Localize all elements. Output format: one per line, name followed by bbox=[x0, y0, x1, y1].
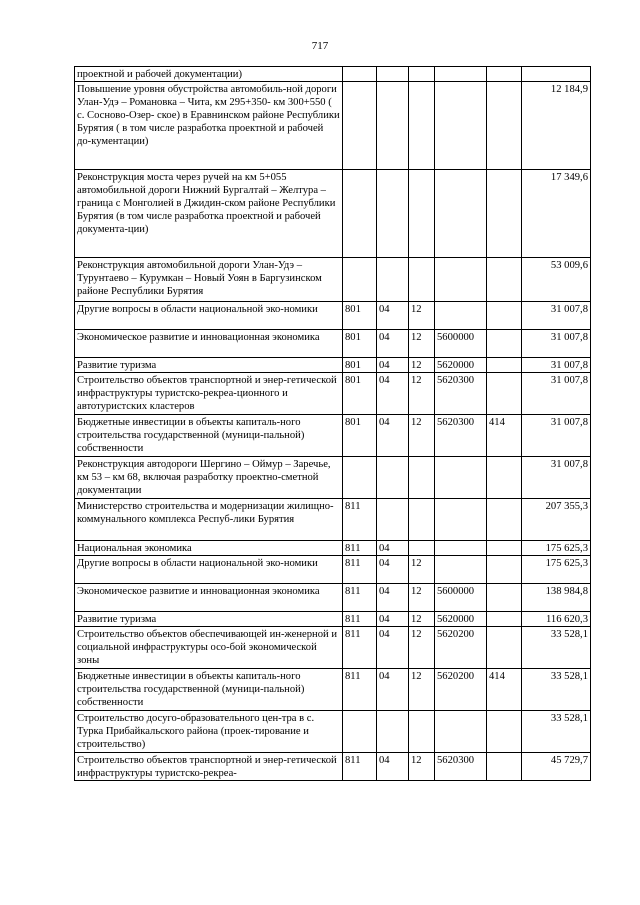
row-subsection-code bbox=[409, 541, 435, 556]
row-subsection-code: 12 bbox=[409, 373, 435, 415]
row-name: Повышение уровня обустройства автомобиль-ной дороги Улан-Удэ – Романовка – Чита, км 295+350- км 300+550 ( с. Сосново-Озер- ское) в Еравнинском районе Республики Бурятия ( в том числе разработка проектной и рабочей до-кументации) bbox=[75, 82, 343, 170]
row-section-code bbox=[377, 258, 409, 302]
row-target-code: 5620300 bbox=[435, 415, 487, 457]
row-ministry-code: 811 bbox=[343, 627, 377, 669]
row-expense-type-code: 414 bbox=[487, 669, 522, 711]
row-sum: 45 729,7 bbox=[522, 753, 591, 781]
table-row bbox=[75, 499, 591, 541]
row-ministry-code: 811 bbox=[343, 556, 377, 584]
row-name: Бюджетные инвестиции в объекты капиталь-ного строительства государственной (муници-пальной) собственности bbox=[75, 669, 343, 711]
row-ministry-code bbox=[343, 457, 377, 499]
row-name: Развитие туризма bbox=[75, 358, 343, 373]
row-expense-type-code bbox=[487, 556, 522, 584]
row-expense-type-code bbox=[487, 330, 522, 358]
row-name: Строительство объектов обеспечивающей ин-женерной и социальной инфраструктуры осо-бой экономической зоны bbox=[75, 627, 343, 669]
table-row bbox=[75, 627, 591, 669]
row-name: Экономическое развитие и инновационная экономика bbox=[75, 584, 343, 612]
row-name: Строительство досуго-образовательного цен-тра в с. Турка Прибайкальского района (проек-тирование и строительство) bbox=[75, 711, 343, 753]
row-sum: 31 007,8 bbox=[522, 330, 591, 358]
row-subsection-code: 12 bbox=[409, 330, 435, 358]
row-section-code: 04 bbox=[377, 302, 409, 330]
row-subsection-code: 12 bbox=[409, 302, 435, 330]
row-ministry-code bbox=[343, 711, 377, 753]
table-row bbox=[75, 170, 591, 258]
table-row bbox=[75, 373, 591, 415]
row-ministry-code: 811 bbox=[343, 669, 377, 711]
row-subsection-code: 12 bbox=[409, 584, 435, 612]
row-section-code bbox=[377, 499, 409, 541]
row-section-code: 04 bbox=[377, 753, 409, 781]
row-ministry-code bbox=[343, 82, 377, 170]
row-section-code bbox=[377, 457, 409, 499]
row-expense-type-code bbox=[487, 170, 522, 258]
row-expense-type-code bbox=[487, 711, 522, 753]
row-sum: 53 009,6 bbox=[522, 258, 591, 302]
row-sum: 33 528,1 bbox=[522, 627, 591, 669]
row-target-code bbox=[435, 302, 487, 330]
row-expense-type-code bbox=[487, 302, 522, 330]
row-ministry-code bbox=[343, 67, 377, 82]
row-expense-type-code bbox=[487, 753, 522, 781]
row-name: Бюджетные инвестиции в объекты капиталь-ного строительства государственной (муници-пальной) собственности bbox=[75, 415, 343, 457]
table-row bbox=[75, 556, 591, 584]
row-subsection-code bbox=[409, 457, 435, 499]
row-target-code bbox=[435, 499, 487, 541]
row-name: Другие вопросы в области национальной эко-номики bbox=[75, 302, 343, 330]
row-name: Развитие туризма bbox=[75, 612, 343, 627]
row-ministry-code: 811 bbox=[343, 612, 377, 627]
row-name: Строительство объектов транспортной и энер-гетической инфраструктуры туристско-рекреа-ционного и автотуристских кластеров bbox=[75, 373, 343, 415]
row-target-code: 5600000 bbox=[435, 584, 487, 612]
row-sum: 116 620,3 bbox=[522, 612, 591, 627]
row-name: проектной и рабочей документации) bbox=[75, 67, 343, 82]
row-section-code bbox=[377, 82, 409, 170]
row-subsection-code bbox=[409, 711, 435, 753]
table-row bbox=[75, 415, 591, 457]
row-section-code bbox=[377, 67, 409, 82]
row-expense-type-code bbox=[487, 67, 522, 82]
row-subsection-code: 12 bbox=[409, 415, 435, 457]
row-subsection-code: 12 bbox=[409, 358, 435, 373]
table-row bbox=[75, 584, 591, 612]
row-name: Реконструкция автодороги Шергино – Оймур – Заречье, км 53 – км 68, включая разработку проектно-сметной документации bbox=[75, 457, 343, 499]
row-ministry-code: 801 bbox=[343, 373, 377, 415]
row-name: Министерство строительства и модернизации жилищно-коммунального комплекса Респуб-лики Бурятия bbox=[75, 499, 343, 541]
row-sum: 31 007,8 bbox=[522, 415, 591, 457]
row-target-code bbox=[435, 541, 487, 556]
row-sum: 175 625,3 bbox=[522, 541, 591, 556]
budget-table bbox=[74, 66, 591, 781]
row-target-code: 5620200 bbox=[435, 669, 487, 711]
row-ministry-code bbox=[343, 258, 377, 302]
row-section-code: 04 bbox=[377, 358, 409, 373]
row-section-code: 04 bbox=[377, 541, 409, 556]
table-row bbox=[75, 669, 591, 711]
row-ministry-code: 801 bbox=[343, 330, 377, 358]
row-subsection-code: 12 bbox=[409, 556, 435, 584]
row-ministry-code: 811 bbox=[343, 584, 377, 612]
table-row bbox=[75, 541, 591, 556]
row-target-code bbox=[435, 556, 487, 584]
row-ministry-code: 801 bbox=[343, 415, 377, 457]
row-subsection-code: 12 bbox=[409, 612, 435, 627]
row-sum: 31 007,8 bbox=[522, 373, 591, 415]
row-section-code: 04 bbox=[377, 373, 409, 415]
row-ministry-code: 811 bbox=[343, 753, 377, 781]
row-section-code: 04 bbox=[377, 415, 409, 457]
row-target-code: 5620000 bbox=[435, 612, 487, 627]
row-sum bbox=[522, 67, 591, 82]
row-target-code: 5620300 bbox=[435, 373, 487, 415]
row-target-code bbox=[435, 170, 487, 258]
row-target-code bbox=[435, 258, 487, 302]
table-row bbox=[75, 358, 591, 373]
row-subsection-code: 12 bbox=[409, 669, 435, 711]
row-ministry-code: 801 bbox=[343, 302, 377, 330]
row-expense-type-code bbox=[487, 541, 522, 556]
row-section-code: 04 bbox=[377, 584, 409, 612]
row-sum: 31 007,8 bbox=[522, 457, 591, 499]
row-expense-type-code bbox=[487, 358, 522, 373]
row-ministry-code: 801 bbox=[343, 358, 377, 373]
row-expense-type-code bbox=[487, 373, 522, 415]
row-name: Реконструкция моста через ручей на км 5+055 автомобильной дороги Нижний Бургалтай – Желтура – граница с Монголией в Джидин-ском районе Республики Бурятия (в том числе разработка проектной и рабочей документа-ции) bbox=[75, 170, 343, 258]
table-row bbox=[75, 330, 591, 358]
row-target-code bbox=[435, 67, 487, 82]
row-name: Экономическое развитие и инновационная экономика bbox=[75, 330, 343, 358]
table-row bbox=[75, 302, 591, 330]
table-row bbox=[75, 612, 591, 627]
row-sum: 31 007,8 bbox=[522, 358, 591, 373]
row-expense-type-code: 414 bbox=[487, 415, 522, 457]
row-target-code: 5620300 bbox=[435, 753, 487, 781]
row-ministry-code bbox=[343, 170, 377, 258]
row-expense-type-code bbox=[487, 612, 522, 627]
row-sum: 33 528,1 bbox=[522, 669, 591, 711]
row-section-code: 04 bbox=[377, 330, 409, 358]
row-sum: 31 007,8 bbox=[522, 302, 591, 330]
row-expense-type-code bbox=[487, 258, 522, 302]
table-row bbox=[75, 457, 591, 499]
row-ministry-code: 811 bbox=[343, 499, 377, 541]
row-section-code bbox=[377, 711, 409, 753]
row-target-code bbox=[435, 457, 487, 499]
row-name: Другие вопросы в области национальной эко-номики bbox=[75, 556, 343, 584]
row-section-code: 04 bbox=[377, 669, 409, 711]
row-name: Реконструкция автомобильной дороги Улан-Удэ – Турунтаево – Курумкан – Новый Уоян в Баргузинском районе Республики Бурятия bbox=[75, 258, 343, 302]
row-subsection-code bbox=[409, 82, 435, 170]
row-subsection-code: 12 bbox=[409, 753, 435, 781]
row-sum: 17 349,6 bbox=[522, 170, 591, 258]
row-expense-type-code bbox=[487, 82, 522, 170]
table-row bbox=[75, 258, 591, 302]
row-expense-type-code bbox=[487, 627, 522, 669]
row-expense-type-code bbox=[487, 499, 522, 541]
row-subsection-code bbox=[409, 499, 435, 541]
row-sum: 175 625,3 bbox=[522, 556, 591, 584]
row-subsection-code bbox=[409, 67, 435, 82]
row-section-code bbox=[377, 170, 409, 258]
row-section-code: 04 bbox=[377, 556, 409, 584]
row-target-code: 5620000 bbox=[435, 358, 487, 373]
row-section-code: 04 bbox=[377, 627, 409, 669]
row-expense-type-code bbox=[487, 457, 522, 499]
row-name: Национальная экономика bbox=[75, 541, 343, 556]
row-subsection-code bbox=[409, 170, 435, 258]
table-row bbox=[75, 711, 591, 753]
row-subsection-code: 12 bbox=[409, 627, 435, 669]
table-row bbox=[75, 82, 591, 170]
row-sum: 12 184,9 bbox=[522, 82, 591, 170]
row-expense-type-code bbox=[487, 584, 522, 612]
row-target-code bbox=[435, 711, 487, 753]
row-target-code bbox=[435, 82, 487, 170]
row-name: Строительство объектов транспортной и энер-гетической инфраструктуры туристско-рекреа- bbox=[75, 753, 343, 781]
table-row bbox=[75, 753, 591, 781]
row-sum: 138 984,8 bbox=[522, 584, 591, 612]
table-row bbox=[75, 67, 591, 82]
row-target-code: 5600000 bbox=[435, 330, 487, 358]
row-target-code: 5620200 bbox=[435, 627, 487, 669]
row-sum: 33 528,1 bbox=[522, 711, 591, 753]
row-section-code: 04 bbox=[377, 612, 409, 627]
row-ministry-code: 811 bbox=[343, 541, 377, 556]
row-sum: 207 355,3 bbox=[522, 499, 591, 541]
row-subsection-code bbox=[409, 258, 435, 302]
page-number: 717 bbox=[311, 40, 329, 52]
